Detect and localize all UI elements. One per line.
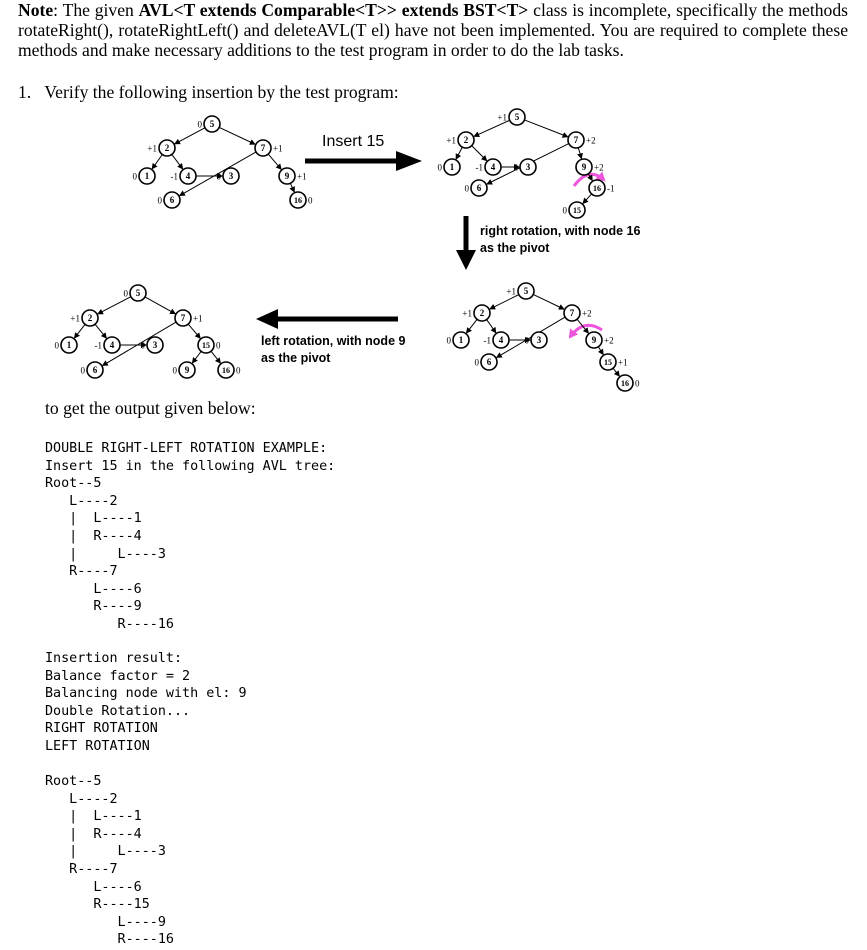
- tree-node-7: [175, 310, 203, 326]
- tree-node-3: [217, 168, 240, 184]
- node-balance-factor: 0: [216, 340, 221, 351]
- tree-edge: [95, 324, 106, 338]
- tree-node-1: [133, 168, 156, 184]
- output-intro: to get the output given below:: [45, 398, 256, 418]
- tree-edge: [490, 295, 519, 309]
- tree-node-2: [446, 132, 474, 148]
- node-balance-factor: -1: [94, 340, 102, 351]
- right-rotation-label-2: as the pivot: [480, 241, 550, 255]
- node-balance-factor: -1: [475, 162, 483, 173]
- right-rotation-label-1: right rotation, with node 16: [480, 224, 641, 238]
- tree-node-16: [617, 375, 640, 391]
- tree-node-9: [279, 168, 307, 184]
- tree-node-4: [476, 159, 502, 175]
- node-key: 6: [169, 195, 175, 206]
- tree-node-6: [81, 362, 104, 378]
- node-balance-factor: -1: [170, 171, 178, 182]
- tree-node-15: [198, 337, 221, 353]
- node-balance-factor: +1: [506, 286, 516, 297]
- tree-after-right-rotation: [447, 283, 641, 391]
- console-output-before: DOUBLE RIGHT-LEFT ROTATION EXAMPLE: Insert 15 in the following AVL tree: Root--5 L----2 | L----1 | R----4 | L----3 R----7 L----6 R----9 R----16: [45, 441, 336, 632]
- tree-edge: [188, 324, 200, 338]
- node-balance-factor: +1: [297, 171, 307, 182]
- tree-balanced: [55, 285, 242, 378]
- node-balance-factor: +2: [604, 335, 614, 346]
- node-key: 9: [591, 335, 597, 346]
- node-balance-factor: +1: [446, 135, 456, 146]
- node-balance-factor: 0: [80, 365, 85, 376]
- node-key: 9: [284, 171, 290, 182]
- console-output-after: Root--5 L----2 | L----1 | R----4 | L----3 R----7 L----6 R----15 L----9 R----16: [45, 774, 174, 948]
- node-key: 1: [449, 162, 455, 173]
- note-text-2: class is incomplete, specifically the methods rotateRight(), rotateRightLeft() and deleteAVL(T el) have not been implemented. You are required to complete these methods and make necessary additions to the test program in order to do the lab tasks.: [18, 0, 848, 60]
- tree-node-7: [255, 140, 283, 156]
- tree-edge: [152, 155, 162, 169]
- node-key: 15: [573, 206, 581, 216]
- node-key: 2: [479, 308, 485, 319]
- node-balance-factor: +1: [147, 143, 157, 154]
- node-balance-factor: 0: [197, 119, 202, 130]
- node-key: 4: [185, 171, 191, 182]
- tree-node-3: [525, 332, 548, 348]
- tree-edge: [268, 154, 281, 169]
- tree-edge: [583, 194, 592, 203]
- node-balance-factor: +2: [582, 308, 592, 319]
- tree-node-2: [147, 140, 175, 156]
- tree-edge: [290, 183, 294, 192]
- node-balance-factor: +2: [594, 162, 604, 173]
- node-balance-factor: -1: [607, 183, 615, 194]
- node-key: 7: [180, 313, 186, 324]
- node-key: 3: [152, 340, 158, 351]
- tree-node-9: [576, 159, 604, 175]
- node-key: 16: [621, 379, 629, 389]
- tree-node-6: [475, 354, 498, 370]
- node-key: 1: [144, 171, 150, 182]
- node-key: 4: [490, 162, 496, 173]
- tree-node-15: [600, 354, 628, 370]
- node-balance-factor: 0: [216, 171, 221, 182]
- node-key: 15: [202, 341, 210, 351]
- node-balance-factor: 0: [437, 162, 442, 173]
- node-key: 16: [593, 184, 601, 194]
- node-balance-factor: 0: [132, 171, 137, 182]
- node-balance-factor: 0: [524, 335, 529, 346]
- node-key: 2: [164, 143, 170, 154]
- tree-node-5: [497, 109, 525, 125]
- right-rotation-arrow: [456, 216, 476, 270]
- node-balance-factor: 0: [446, 335, 451, 346]
- node-balance-factor: 0: [54, 340, 59, 351]
- tree-edge: [219, 127, 255, 144]
- tree-node-2: [70, 310, 98, 326]
- tree-node-7: [564, 305, 592, 321]
- tree-node-3: [514, 159, 537, 175]
- node-key: 4: [109, 340, 115, 351]
- tree-node-9: [586, 332, 614, 348]
- node-key: 5: [209, 119, 215, 130]
- tree-edge: [613, 368, 619, 376]
- tree-edge: [211, 351, 220, 363]
- node-balance-factor: +1: [462, 308, 472, 319]
- tree-edge: [192, 351, 201, 362]
- node-key: 6: [92, 365, 98, 376]
- task-text: Verify the following insertion by the test program:: [44, 82, 399, 102]
- node-key: 15: [604, 358, 612, 368]
- node-balance-factor: -1: [483, 335, 491, 346]
- node-balance-factor: 0: [464, 183, 469, 194]
- node-balance-factor: 0: [140, 340, 145, 351]
- node-balance-factor: 0: [562, 205, 567, 216]
- tree-edge: [598, 347, 603, 355]
- tree-node-5: [506, 283, 534, 299]
- tree-node-16: [290, 192, 313, 208]
- left-rotation-label-2: as the pivot: [261, 351, 331, 365]
- node-key: 9: [184, 365, 190, 376]
- tree-node-1: [438, 159, 461, 175]
- tree-node-1: [447, 332, 470, 348]
- tree-node-7: [568, 132, 596, 148]
- node-key: 6: [486, 357, 492, 368]
- node-key: 3: [536, 335, 542, 346]
- node-key: 9: [581, 162, 587, 173]
- tree-node-2: [462, 305, 490, 321]
- node-key: 16: [294, 196, 302, 206]
- tree-after-insert: [438, 109, 615, 218]
- tree-edge: [467, 319, 478, 333]
- note-label: Note: [18, 0, 54, 20]
- node-key: 3: [228, 171, 234, 182]
- node-key: 5: [523, 286, 529, 297]
- node-balance-factor: +1: [618, 357, 628, 368]
- note-paragraph: [18, 0, 848, 60]
- node-balance-factor: 0: [123, 288, 128, 299]
- tree-before-insert: [133, 116, 314, 208]
- task-number: 1.: [18, 82, 32, 102]
- node-key: 5: [514, 112, 520, 123]
- node-key: 7: [569, 308, 575, 319]
- console-output-result: Insertion result: Balance factor = 2 Balancing node with el: 9 Double Rotation... RIGHT ROTATION LEFT ROTATION: [45, 651, 247, 754]
- tree-edge: [533, 294, 564, 309]
- node-balance-factor: 0: [474, 357, 479, 368]
- node-key: 1: [66, 340, 72, 351]
- tree-edge: [175, 128, 205, 144]
- node-balance-factor: +2: [586, 135, 596, 146]
- tree-edge: [474, 120, 510, 136]
- tree-edge: [487, 320, 496, 333]
- node-key: 4: [498, 335, 504, 346]
- tree-edge: [145, 297, 175, 314]
- tree-edge: [456, 147, 462, 159]
- left-rotation-label-1: left rotation, with node 9: [261, 334, 406, 348]
- task-item: [18, 82, 399, 102]
- insert-label: Insert 15: [322, 133, 385, 150]
- tree-node-9: [173, 362, 196, 378]
- tree-edge: [578, 148, 581, 159]
- left-rotation-arrow: [256, 309, 398, 329]
- tree-node-4: [95, 337, 121, 353]
- tree-node-6: [158, 192, 181, 208]
- node-key: 16: [222, 366, 230, 376]
- node-balance-factor: +1: [273, 143, 283, 154]
- tree-node-4: [484, 332, 510, 348]
- node-key: 5: [135, 288, 141, 299]
- node-key: 6: [476, 183, 482, 194]
- node-key: 1: [458, 335, 464, 346]
- tree-edge: [524, 120, 567, 137]
- node-balance-factor: 0: [157, 195, 162, 206]
- node-balance-factor: 0: [635, 378, 640, 389]
- insert-arrow: [305, 151, 422, 171]
- node-balance-factor: +1: [193, 313, 203, 324]
- node-key: 7: [260, 143, 266, 154]
- tree-node-16: [589, 180, 615, 196]
- tree-edge: [75, 324, 86, 338]
- node-balance-factor: 0: [308, 195, 313, 206]
- node-balance-factor: 0: [513, 162, 518, 173]
- node-key: 3: [525, 162, 531, 173]
- avl-rotation-diagram: [0, 100, 867, 400]
- node-key: 7: [573, 135, 579, 146]
- node-balance-factor: +1: [70, 313, 80, 324]
- node-balance-factor: 0: [236, 365, 241, 376]
- node-balance-factor: 0: [172, 365, 177, 376]
- node-balance-factor: +1: [497, 112, 507, 123]
- node-key: 2: [87, 313, 93, 324]
- tree-node-3: [141, 337, 164, 353]
- tree-edge: [98, 297, 131, 314]
- class-name: AVL<T extends Comparable<T>> extends BST<T>: [138, 0, 529, 20]
- note-text-1: : The given: [53, 0, 139, 20]
- tree-node-16: [218, 362, 241, 378]
- tree-node-15: [563, 202, 586, 218]
- tree-edge: [472, 146, 487, 161]
- node-key: 2: [463, 135, 469, 146]
- tree-node-4: [171, 168, 197, 184]
- tree-edge: [172, 154, 183, 168]
- tree-node-6: [465, 180, 488, 196]
- tree-node-1: [55, 337, 78, 353]
